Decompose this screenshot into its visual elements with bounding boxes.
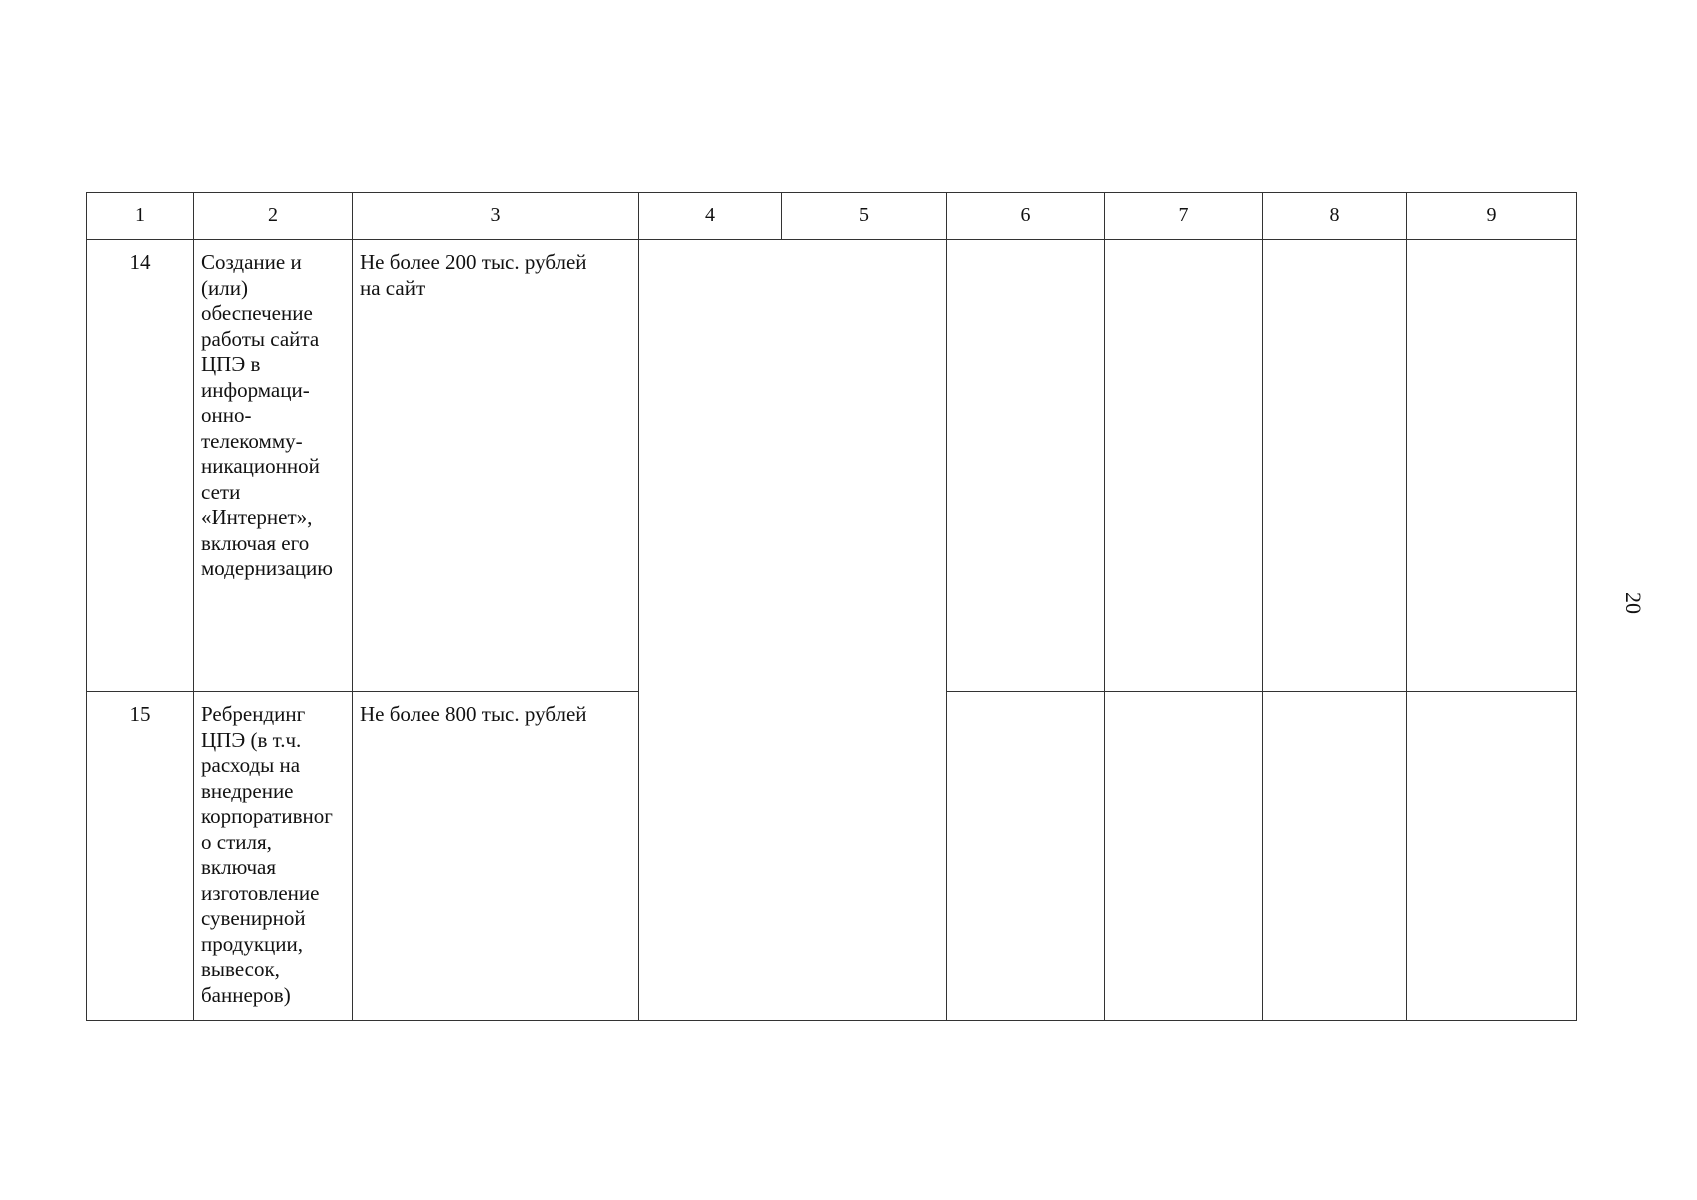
row-number: 14 [87,240,194,692]
text-line: Создание и [201,250,302,274]
column-header-7: 7 [1105,193,1263,240]
text-line: Не более 200 тыс. рублей [360,250,587,274]
empty-cell [1105,692,1263,1021]
budget-table [86,192,1577,1021]
text-line: никационной [201,454,320,478]
merged-cell-columns-4-5 [639,240,947,1021]
text-line: вывесок, [201,957,280,981]
empty-cell [1105,240,1263,692]
empty-cell [947,692,1105,1021]
empty-cell [1263,692,1407,1021]
text-line: (или) [201,275,248,300]
text-line: Ребрендинг [201,702,306,726]
text-line: информаци- [201,377,310,402]
text-line: работы сайта [201,326,320,351]
text-line: внедрение [201,778,294,803]
text-line: расходы на [201,753,301,777]
text-line: корпоративног [201,804,333,828]
page-number: 20 [1621,592,1646,614]
text-line: баннеров) [201,982,291,1007]
text-line: на сайт [360,275,426,300]
text-line: Не более 800 тыс. рублей [360,702,587,726]
column-header-5: 5 [782,193,947,240]
column-header-2: 2 [194,193,353,240]
text-line: телекомму- [201,428,303,453]
column-header-3: 3 [353,193,639,240]
row-number: 15 [87,692,194,1021]
text-line: изготовление [201,880,320,905]
text-line: ЦПЭ в [201,352,261,376]
text-line: модернизацию [201,556,333,580]
column-header-6: 6 [947,193,1105,240]
column-header-1: 1 [87,193,194,240]
expense-limit [353,692,639,1021]
empty-cell [1407,692,1577,1021]
expense-name [194,692,353,1021]
text-line: обеспечение [201,301,313,325]
text-line: включая [201,855,277,879]
text-line: онно- [201,403,252,427]
text-line: включая его [201,530,310,555]
table-row-14 [87,240,1577,692]
empty-cell [947,240,1105,692]
column-header-4: 4 [639,193,782,240]
text-line: сувенирной [201,906,306,930]
text-line: о стиля, [201,829,272,854]
text-line: «Интернет», [201,505,313,529]
column-number-row [87,193,1577,240]
text-line: продукции, [201,931,303,956]
expense-name [194,240,353,692]
expense-limit [353,240,639,692]
column-header-9: 9 [1407,193,1577,240]
text-line: ЦПЭ (в т.ч. [201,727,302,752]
column-header-8: 8 [1263,193,1407,240]
empty-cell [1263,240,1407,692]
text-line: сети [201,479,241,504]
empty-cell [1407,240,1577,692]
